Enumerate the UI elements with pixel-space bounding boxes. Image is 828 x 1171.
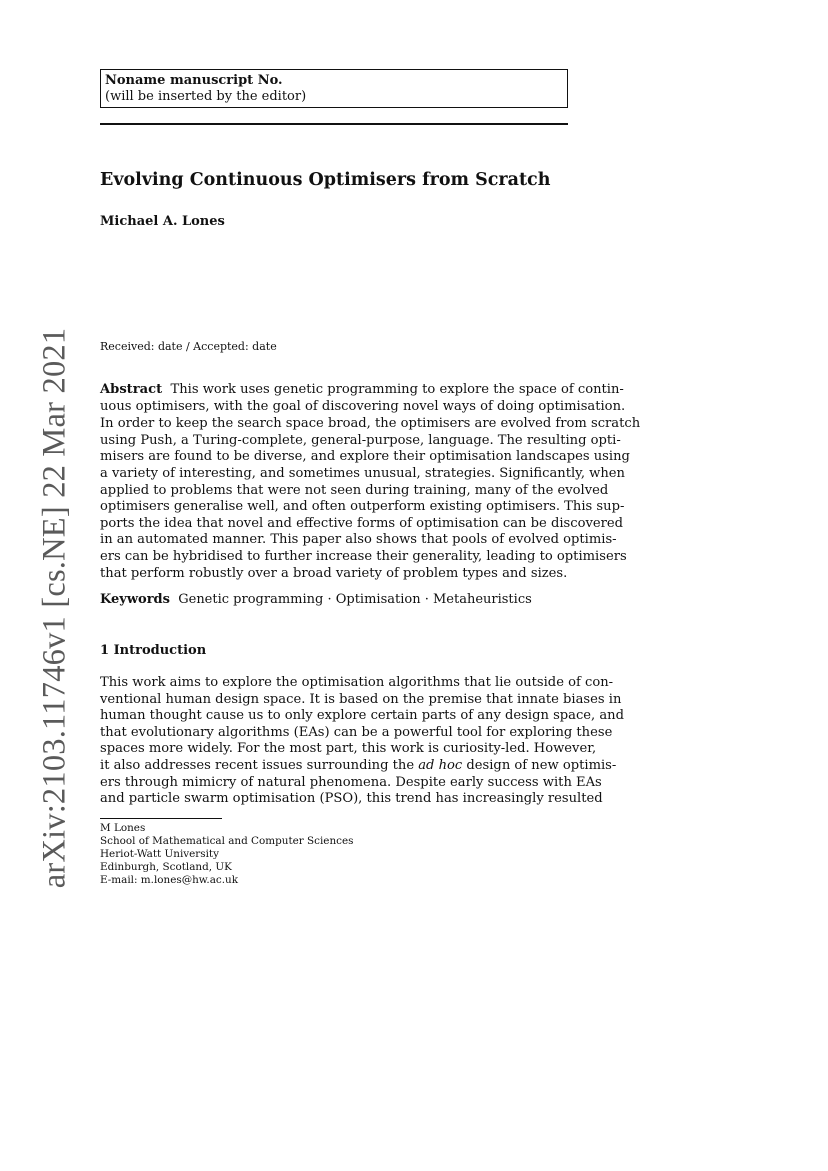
header-rule	[100, 123, 568, 125]
abstract-line: In order to keep the search space broad, the optimisers are evolved from scratch	[100, 416, 641, 431]
keywords-label: Keywords	[100, 592, 170, 607]
paper-title: Evolving Continuous Optimisers from Scratch	[100, 170, 551, 190]
abstract-line: applied to problems that were not seen during training, many of the evolved	[100, 483, 609, 498]
abstract-line: misers are found to be diverse, and explore their optimisation landscapes using	[100, 449, 630, 464]
manuscript-header-box	[100, 69, 568, 108]
body-line: This work aims to explore the optimisation algorithms that lie outside of con-	[100, 675, 614, 690]
affiliation-school: School of Mathematical and Computer Sciences	[100, 835, 354, 847]
affiliation-university: Heriot-Watt University	[100, 848, 219, 860]
body-line: ers through mimicry of natural phenomena. Despite early success with EAs	[100, 775, 602, 790]
footnote-rule	[100, 818, 222, 819]
ad-hoc-emphasis: ad hoc	[418, 758, 463, 773]
abstract-line: ports the idea that novel and effective forms of optimisation can be discovered	[100, 516, 623, 531]
abstract-label: Abstract	[100, 382, 163, 397]
section-heading-introduction: 1 Introduction	[100, 643, 207, 658]
affiliation-email: E-mail: m.lones@hw.ac.uk	[100, 874, 239, 886]
keywords	[100, 592, 532, 607]
body-line: spaces more widely. For the most part, this work is curiosity-led. However,	[100, 741, 597, 756]
abstract-line: using Push, a Turing-complete, general-purpose, language. The resulting opti-	[100, 433, 621, 448]
abstract-line: optimisers generalise well, and often outperform existing optimisers. This sup-	[100, 499, 625, 514]
arxiv-identifier: arXiv:2103.11746v1 [cs.NE] 22 Mar 2021	[36, 327, 73, 889]
paper-author: Michael A. Lones	[100, 214, 225, 229]
editor-note: (will be inserted by the editor)	[105, 89, 307, 104]
abstract-line: in an automated manner. This paper also shows that pools of evolved optimis-	[100, 532, 617, 547]
body-line: that evolutionary algorithms (EAs) can be a powerful tool for exploring these	[100, 725, 613, 740]
abstract-line: that perform robustly over a broad variety of problem types and sizes.	[100, 566, 568, 581]
body-line: and particle swarm optimisation (PSO), this trend has increasingly resulted	[100, 791, 603, 806]
body-line: it also addresses recent issues surrounding the ad hoc design of new optimis-	[100, 758, 617, 773]
affiliation-location: Edinburgh, Scotland, UK	[100, 861, 232, 873]
manuscript-number: Noname manuscript No.	[105, 73, 283, 88]
abstract-line: Abstract This work uses genetic programming to explore the space of contin-	[100, 382, 624, 397]
affiliation-name: M Lones	[100, 822, 146, 834]
abstract-line: ers can be hybridised to further increase their generality, leading to optimisers	[100, 549, 627, 564]
keywords-list: Genetic programming · Optimisation · Metaheuristics	[178, 592, 532, 607]
abstract-line: uous optimisers, with the goal of discovering novel ways of doing optimisation.	[100, 399, 626, 414]
abstract-line: a variety of interesting, and sometimes unusual, strategies. Significantly, when	[100, 466, 625, 481]
body-line: ventional human design space. It is based on the premise that innate biases in	[100, 692, 622, 707]
body-line: human thought cause us to only explore certain parts of any design space, and	[100, 708, 624, 723]
received-date: Received: date / Accepted: date	[100, 340, 277, 353]
